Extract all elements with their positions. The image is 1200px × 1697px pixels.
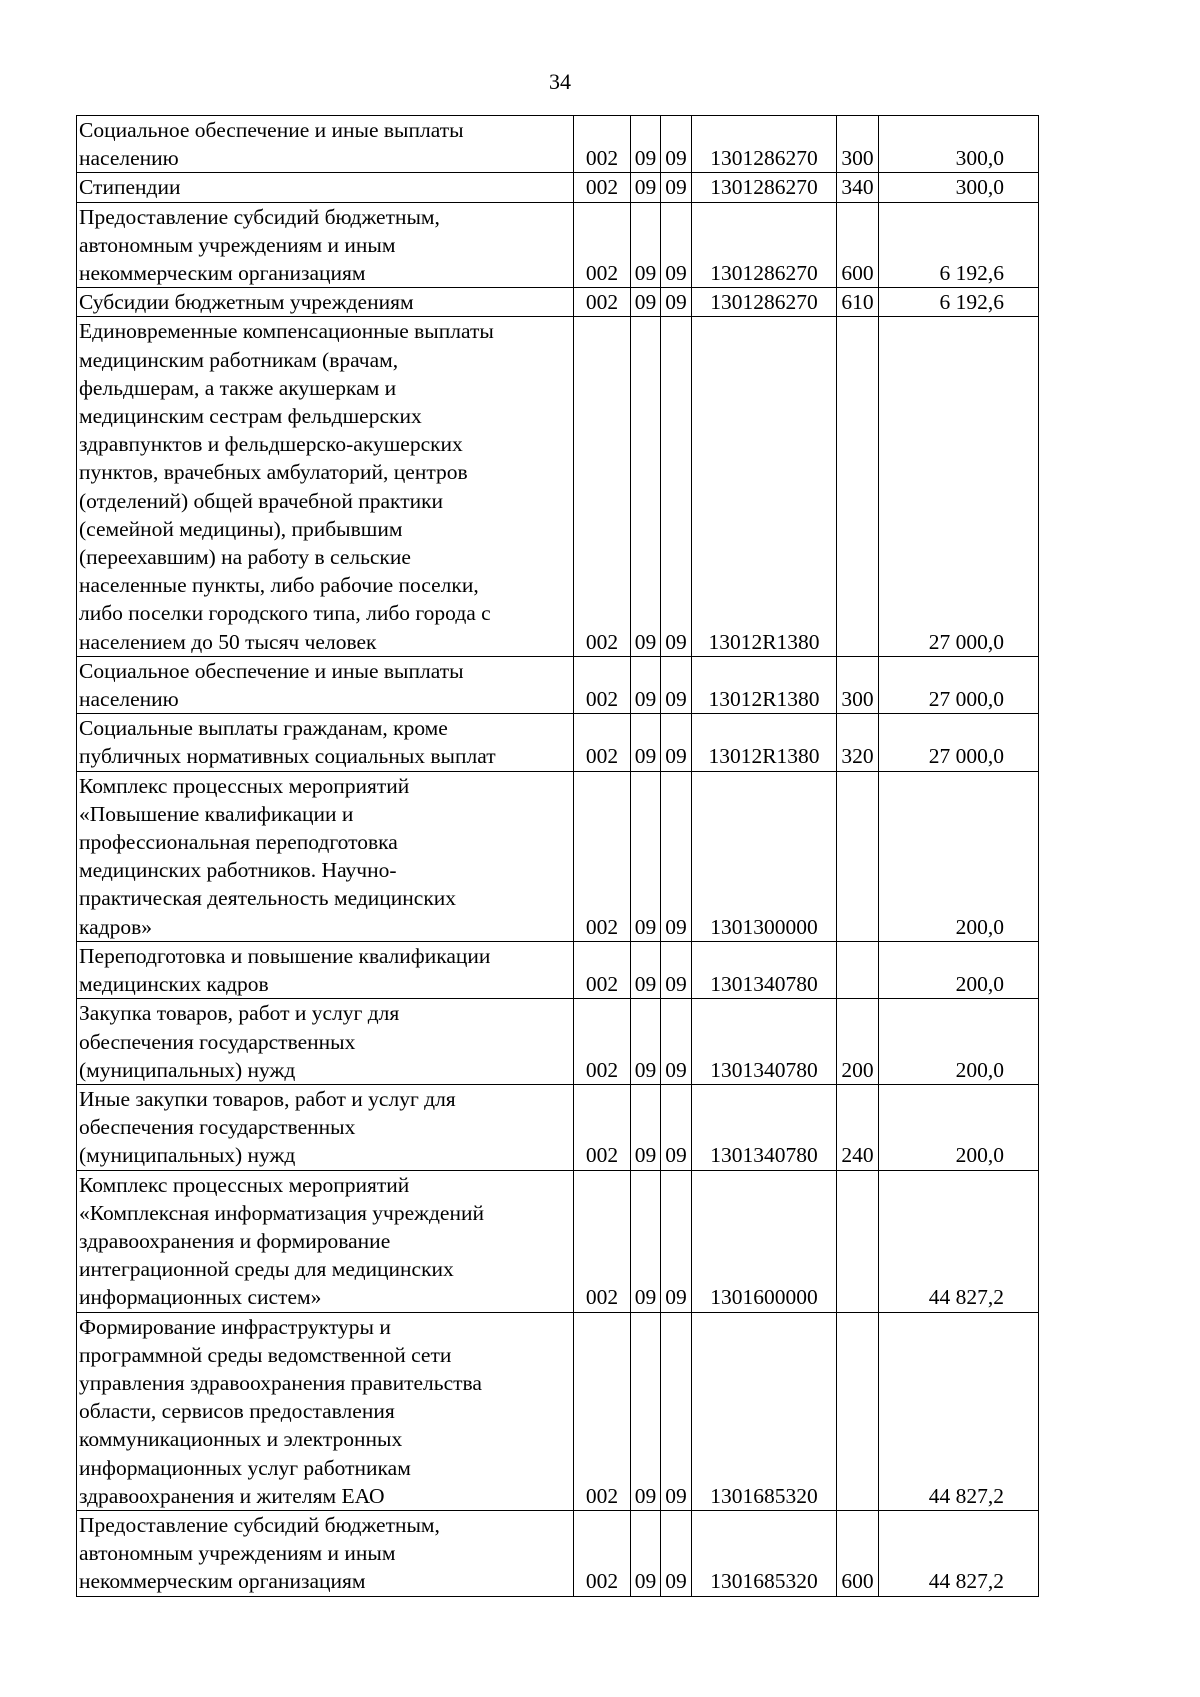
expense-name-line: медицинских работников. Научно- (79, 858, 397, 883)
target-article-cell: 1301600000 (692, 1170, 837, 1312)
expense-name-line: Комплекс процессных мероприятий (79, 1172, 410, 1197)
subsection-code-cell: 09 (661, 116, 692, 173)
expense-name-line: Предоставление субсидий бюджетным, (79, 204, 440, 229)
expense-name-line: здравоохранения и формирование (79, 1228, 391, 1253)
expense-name-line: практическая деятельность медицинских (79, 886, 457, 911)
expense-name-line: информационных услуг работникам (79, 1455, 411, 1480)
expense-name-line: Комплекс процессных мероприятий (79, 773, 410, 798)
target-article-cell: 1301286270 (692, 116, 837, 173)
expense-name-line: профессиональная переподготовка (79, 830, 398, 855)
amount-cell: 300,0 (879, 173, 1039, 202)
expense-name-cell (77, 288, 574, 317)
expense-name-line: автономным учреждениям и иным (79, 232, 396, 257)
expense-name-line: автономным учреждениям и иным (79, 1541, 396, 1566)
ministry-code-cell: 002 (574, 1510, 631, 1596)
expense-name-line: интеграционной среды для медицинских (79, 1257, 454, 1282)
expense-name-line: (муниципальных) нужд (79, 1057, 296, 1082)
expense-type-cell: 240 (837, 1084, 879, 1170)
table-row (77, 173, 1039, 202)
subsection-code-cell: 09 (661, 202, 692, 288)
amount-cell: 200,0 (879, 999, 1039, 1085)
subsection-code-cell: 09 (661, 771, 692, 941)
expense-type-cell: 610 (837, 288, 879, 317)
expense-type-cell: 200 (837, 999, 879, 1085)
subsection-code-cell: 09 (661, 941, 692, 998)
section-code-cell: 09 (631, 656, 661, 713)
subsection-code-cell: 09 (661, 1312, 692, 1510)
amount-cell: 6 192,6 (879, 288, 1039, 317)
table-row (77, 1084, 1039, 1170)
expense-name-line: фельдшерам, а также акушеркам и (79, 375, 397, 400)
expense-name-line: некоммерческим организациям (79, 261, 366, 286)
ministry-code-cell: 002 (574, 941, 631, 998)
subsection-code-cell: 09 (661, 999, 692, 1085)
section-code-cell: 09 (631, 202, 661, 288)
expense-name-cell (77, 771, 574, 941)
expense-name-line: Переподготовка и повышение квалификации (79, 943, 491, 968)
amount-cell: 44 827,2 (879, 1510, 1039, 1596)
expense-name-line: (отделений) общей врачебной практики (79, 488, 444, 513)
expense-name-line: Иные закупки товаров, работ и услуг для (79, 1086, 456, 1111)
ministry-code-cell: 002 (574, 173, 631, 202)
expense-name-line: населению (79, 146, 179, 171)
expense-name-line: Социальное обеспечение и иные выплаты (79, 118, 464, 142)
amount-cell: 6 192,6 (879, 202, 1039, 288)
expense-name-line: обеспечения государственных (79, 1029, 356, 1054)
section-code-cell: 09 (631, 999, 661, 1085)
expense-name-line: здравпунктов и фельдшерско-акушерских (79, 432, 463, 457)
budget-table (76, 115, 1039, 1597)
expense-name-cell (77, 173, 574, 202)
subsection-code-cell: 09 (661, 288, 692, 317)
target-article-cell: 1301685320 (692, 1312, 837, 1510)
table-row (77, 714, 1039, 771)
ministry-code-cell: 002 (574, 116, 631, 173)
section-code-cell: 09 (631, 1170, 661, 1312)
expense-name-cell (77, 941, 574, 998)
ministry-code-cell: 002 (574, 1312, 631, 1510)
expense-name-line: либо поселки городского типа, либо города с (79, 601, 491, 626)
expense-name-line: здравоохранения и жителям ЕАО (79, 1483, 385, 1508)
expense-name-line: Социальные выплаты гражданам, кроме (79, 716, 448, 741)
table-row (77, 116, 1039, 173)
table-row (77, 1312, 1039, 1510)
subsection-code-cell: 09 (661, 173, 692, 202)
ministry-code-cell: 002 (574, 202, 631, 288)
expense-name-line: (семейной медицины), прибывшим (79, 516, 403, 541)
amount-cell: 200,0 (879, 771, 1039, 941)
expense-name-line: населенные пункты, либо рабочие поселки, (79, 573, 479, 598)
target-article-cell: 13012R1380 (692, 714, 837, 771)
expense-name-cell (77, 714, 574, 771)
expense-type-cell (837, 941, 879, 998)
target-article-cell: 1301286270 (692, 173, 837, 202)
budget-table-body (77, 116, 1039, 1597)
amount-cell: 300,0 (879, 116, 1039, 173)
expense-type-cell: 600 (837, 202, 879, 288)
subsection-code-cell: 09 (661, 317, 692, 656)
subsection-code-cell: 09 (661, 1084, 692, 1170)
expense-name-cell (77, 999, 574, 1085)
expense-name-line: управления здравоохранения правительства (79, 1370, 482, 1395)
expense-name-cell (77, 1510, 574, 1596)
table-row (77, 999, 1039, 1085)
expense-name-line: программной среды ведомственной сети (79, 1342, 452, 1367)
target-article-cell: 1301286270 (692, 288, 837, 317)
subsection-code-cell: 09 (661, 656, 692, 713)
expense-name-line: некоммерческим организациям (79, 1569, 366, 1594)
expense-name-cell (77, 116, 574, 173)
amount-cell: 200,0 (879, 941, 1039, 998)
expense-type-cell (837, 317, 879, 656)
section-code-cell: 09 (631, 771, 661, 941)
expense-type-cell (837, 771, 879, 941)
target-article-cell: 13012R1380 (692, 656, 837, 713)
expense-name-line: (переехавшим) на работу в сельские (79, 545, 411, 570)
table-row (77, 317, 1039, 656)
subsection-code-cell: 09 (661, 1170, 692, 1312)
target-article-cell: 1301340780 (692, 1084, 837, 1170)
expense-type-cell (837, 1312, 879, 1510)
expense-name-line: (муниципальных) нужд (79, 1143, 296, 1168)
expense-name-line: информационных систем» (79, 1285, 322, 1310)
subsection-code-cell: 09 (661, 1510, 692, 1596)
expense-name-cell (77, 1084, 574, 1170)
target-article-cell: 1301340780 (692, 941, 837, 998)
target-article-cell: 13012R1380 (692, 317, 837, 656)
subsection-code-cell: 09 (661, 714, 692, 771)
amount-cell: 27 000,0 (879, 714, 1039, 771)
expense-type-cell: 300 (837, 116, 879, 173)
ministry-code-cell: 002 (574, 999, 631, 1085)
expense-type-cell: 600 (837, 1510, 879, 1596)
section-code-cell: 09 (631, 1084, 661, 1170)
target-article-cell: 1301300000 (692, 771, 837, 941)
expense-type-cell: 300 (837, 656, 879, 713)
table-row (77, 1170, 1039, 1312)
amount-cell: 200,0 (879, 1084, 1039, 1170)
page-number: 34 (549, 69, 571, 94)
expense-name-line: населению (79, 687, 179, 712)
expense-name-line: Закупка товаров, работ и услуг для (79, 1001, 400, 1026)
amount-cell: 27 000,0 (879, 317, 1039, 656)
expense-name-line: коммуникационных и электронных (79, 1427, 403, 1452)
ministry-code-cell: 002 (574, 1084, 631, 1170)
ministry-code-cell: 002 (574, 771, 631, 941)
table-row (77, 1510, 1039, 1596)
section-code-cell: 09 (631, 288, 661, 317)
expense-type-cell: 340 (837, 173, 879, 202)
expense-name-line: медицинским сестрам фельдшерских (79, 404, 422, 429)
expense-name-line: населением до 50 тысяч человек (79, 629, 377, 654)
expense-type-cell: 320 (837, 714, 879, 771)
ministry-code-cell: 002 (574, 656, 631, 713)
expense-name-line: пунктов, врачебных амбулаторий, центров (79, 460, 468, 485)
section-code-cell: 09 (631, 173, 661, 202)
section-code-cell: 09 (631, 1312, 661, 1510)
expense-name-line: Предоставление субсидий бюджетным, (79, 1512, 440, 1537)
section-code-cell: 09 (631, 941, 661, 998)
expense-name-line: кадров» (79, 914, 153, 939)
section-code-cell: 09 (631, 714, 661, 771)
section-code-cell: 09 (631, 317, 661, 656)
expense-name-cell (77, 656, 574, 713)
expense-name-line: обеспечения государственных (79, 1115, 356, 1140)
section-code-cell: 09 (631, 1510, 661, 1596)
section-code-cell: 09 (631, 116, 661, 173)
expense-name-line: Единовременные компенсационные выплаты (79, 319, 494, 344)
target-article-cell: 1301340780 (692, 999, 837, 1085)
table-row (77, 941, 1039, 998)
ministry-code-cell: 002 (574, 288, 631, 317)
expense-name-line: публичных нормативных социальных выплат (79, 744, 496, 769)
expense-name-line: области, сервисов предоставления (79, 1399, 395, 1424)
expense-name-cell (77, 317, 574, 656)
expense-type-cell (837, 1170, 879, 1312)
table-row (77, 288, 1039, 317)
expense-name-line: «Повышение квалификации и (79, 801, 354, 826)
target-article-cell: 1301685320 (692, 1510, 837, 1596)
expense-name-line: Социальное обеспечение и иные выплаты (79, 658, 464, 683)
expense-name-line: Стипендии (79, 175, 181, 200)
expense-name-line: медицинским работникам (врачам, (79, 347, 399, 372)
table-row (77, 202, 1039, 288)
target-article-cell: 1301286270 (692, 202, 837, 288)
table-row (77, 656, 1039, 713)
expense-name-line: медицинских кадров (79, 972, 269, 997)
ministry-code-cell: 002 (574, 1170, 631, 1312)
expense-name-line: Формирование инфраструктуры и (79, 1314, 391, 1339)
expense-name-line: Субсидии бюджетным учреждениям (79, 290, 414, 315)
ministry-code-cell: 002 (574, 714, 631, 771)
amount-cell: 27 000,0 (879, 656, 1039, 713)
table-row (77, 771, 1039, 941)
expense-name-line: «Комплексная информатизация учреждений (79, 1200, 484, 1225)
expense-name-cell (77, 1312, 574, 1510)
amount-cell: 44 827,2 (879, 1170, 1039, 1312)
expense-name-cell (77, 202, 574, 288)
ministry-code-cell: 002 (574, 317, 631, 656)
expense-name-cell (77, 1170, 574, 1312)
amount-cell: 44 827,2 (879, 1312, 1039, 1510)
